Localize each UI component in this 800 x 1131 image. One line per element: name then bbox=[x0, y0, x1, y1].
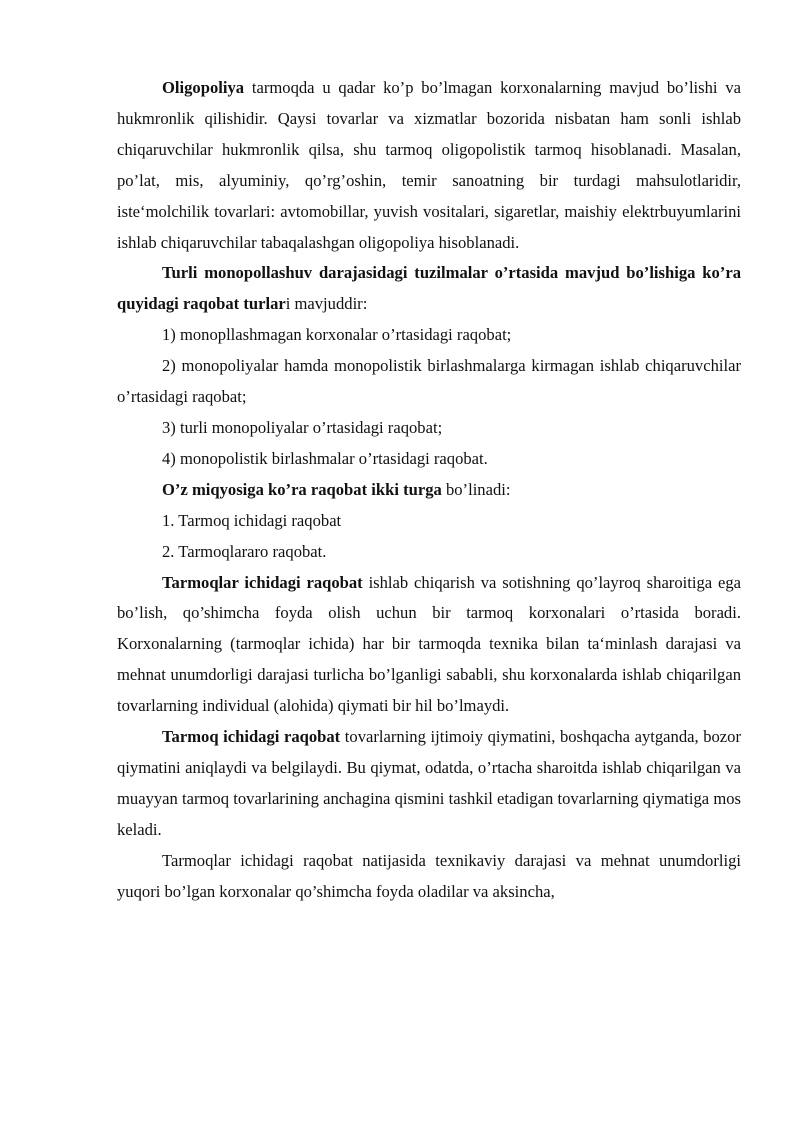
paragraph-intra-industry bbox=[117, 568, 741, 723]
list-item: 1) monopllashmagan korxonalar o’rtasidagi raqobat; bbox=[162, 325, 512, 345]
paragraph-result bbox=[117, 846, 741, 908]
list-item: 3) turli monopoliyalar o’rtasidagi raqobat; bbox=[162, 417, 443, 437]
paragraph-text: Tarmoqlar ichidagi raqobat natijasida texnikaviy darajasi va mehnat unumdorligi yuqori bo’lgan korxonalar qo’shimcha foyda oladilar va aksincha, bbox=[117, 850, 741, 901]
paragraph-text: i mavjuddir: bbox=[285, 294, 368, 314]
term-intra-industry: Tarmoqlar ichidagi raqobat bbox=[162, 572, 363, 592]
paragraph-text: ishlab chiqarish va sotishning qo’layroq sharoitiga ega bo’lish, qo’shimcha foyda olish uchun bir tarmoq korxonalari o’rtasida boradi. Korxonalarning (tarmoqlar ichida) har bir tarmoqda texnika bilan ta‘minlash darajasi va mehnat unumdorligi darajasi turlicha bo’lganligi sababli, shu korxonalarda ishlab chiqarilgan tovarlarning individual (alohida) qiymati bir hil bo’lmaydi. bbox=[117, 572, 741, 716]
term-industry-competition: Tarmoq ichidagi raqobat bbox=[162, 727, 341, 747]
list-item: 4) monopolistik birlashmalar o’rtasidagi raqobat. bbox=[162, 448, 488, 468]
paragraph-competition-types bbox=[117, 258, 741, 320]
document-page bbox=[117, 73, 741, 907]
list-item: 1. Tarmoq ichidagi raqobat bbox=[162, 510, 342, 530]
paragraph-oligopoly bbox=[117, 73, 741, 258]
paragraph-scope bbox=[117, 475, 741, 506]
paragraph-text: tarmoqda u qadar ko’p bo’lmagan korxonalarning mavjud bo’lishi va hukmronlik qilishidir. Qaysi tovarlar va xizmatlar bozorida nisbatan ham sonli ishlab chiqaruvchilar hukmronlik qilsa, shu tarmoq oligopolistik tarmoq hisoblanadi. Masalan, po’lat, mis, alyuminiy, qo’rg’oshin, temir sanoatning bir turdagi mahsulotlaridir, iste‘molchilik tovarlari: avtomobillar, yuvish vositalari, sigaretlar, maishiy elektrbuyumlarini ishlab chiqaruvchilar tabaqalashgan oligopoliya hisoblanadi. bbox=[117, 78, 741, 252]
paragraph-text: bo’linadi: bbox=[441, 479, 511, 499]
paragraph-text: tovarlarning ijtimoiy qiymatini, boshqacha aytganda, bozor qiymatini aniqlaydi va belgilaydi. Bu qiymat, odatda, o’rtacha sharoitda ishlab chiqarilgan va muayyan tarmoq tovarlarining anchagina qismini tashkil etadigan tovarlarning qiymatiga mos keladi. bbox=[117, 727, 741, 839]
heading-scope: O’z miqyosiga ko’ra raqobat ikki turga bbox=[162, 479, 442, 499]
list-item: 2. Tarmoqlararo raqobat. bbox=[162, 541, 327, 561]
paragraph-market-value bbox=[117, 722, 741, 846]
term-oligopoly: Oligopoliya bbox=[162, 78, 245, 97]
heading-competition-types: Turli monopollashuv darajasidagi tuzilmalar o’rtasida mavjud bo’lishiga ko’ra quyidagi raqobat turlar bbox=[117, 263, 741, 314]
list-item: 2) monopoliyalar hamda monopolistik birlashmalarga kirmagan ishlab chiqaruvchilar o’rtasidagi raqobat; bbox=[117, 356, 741, 407]
